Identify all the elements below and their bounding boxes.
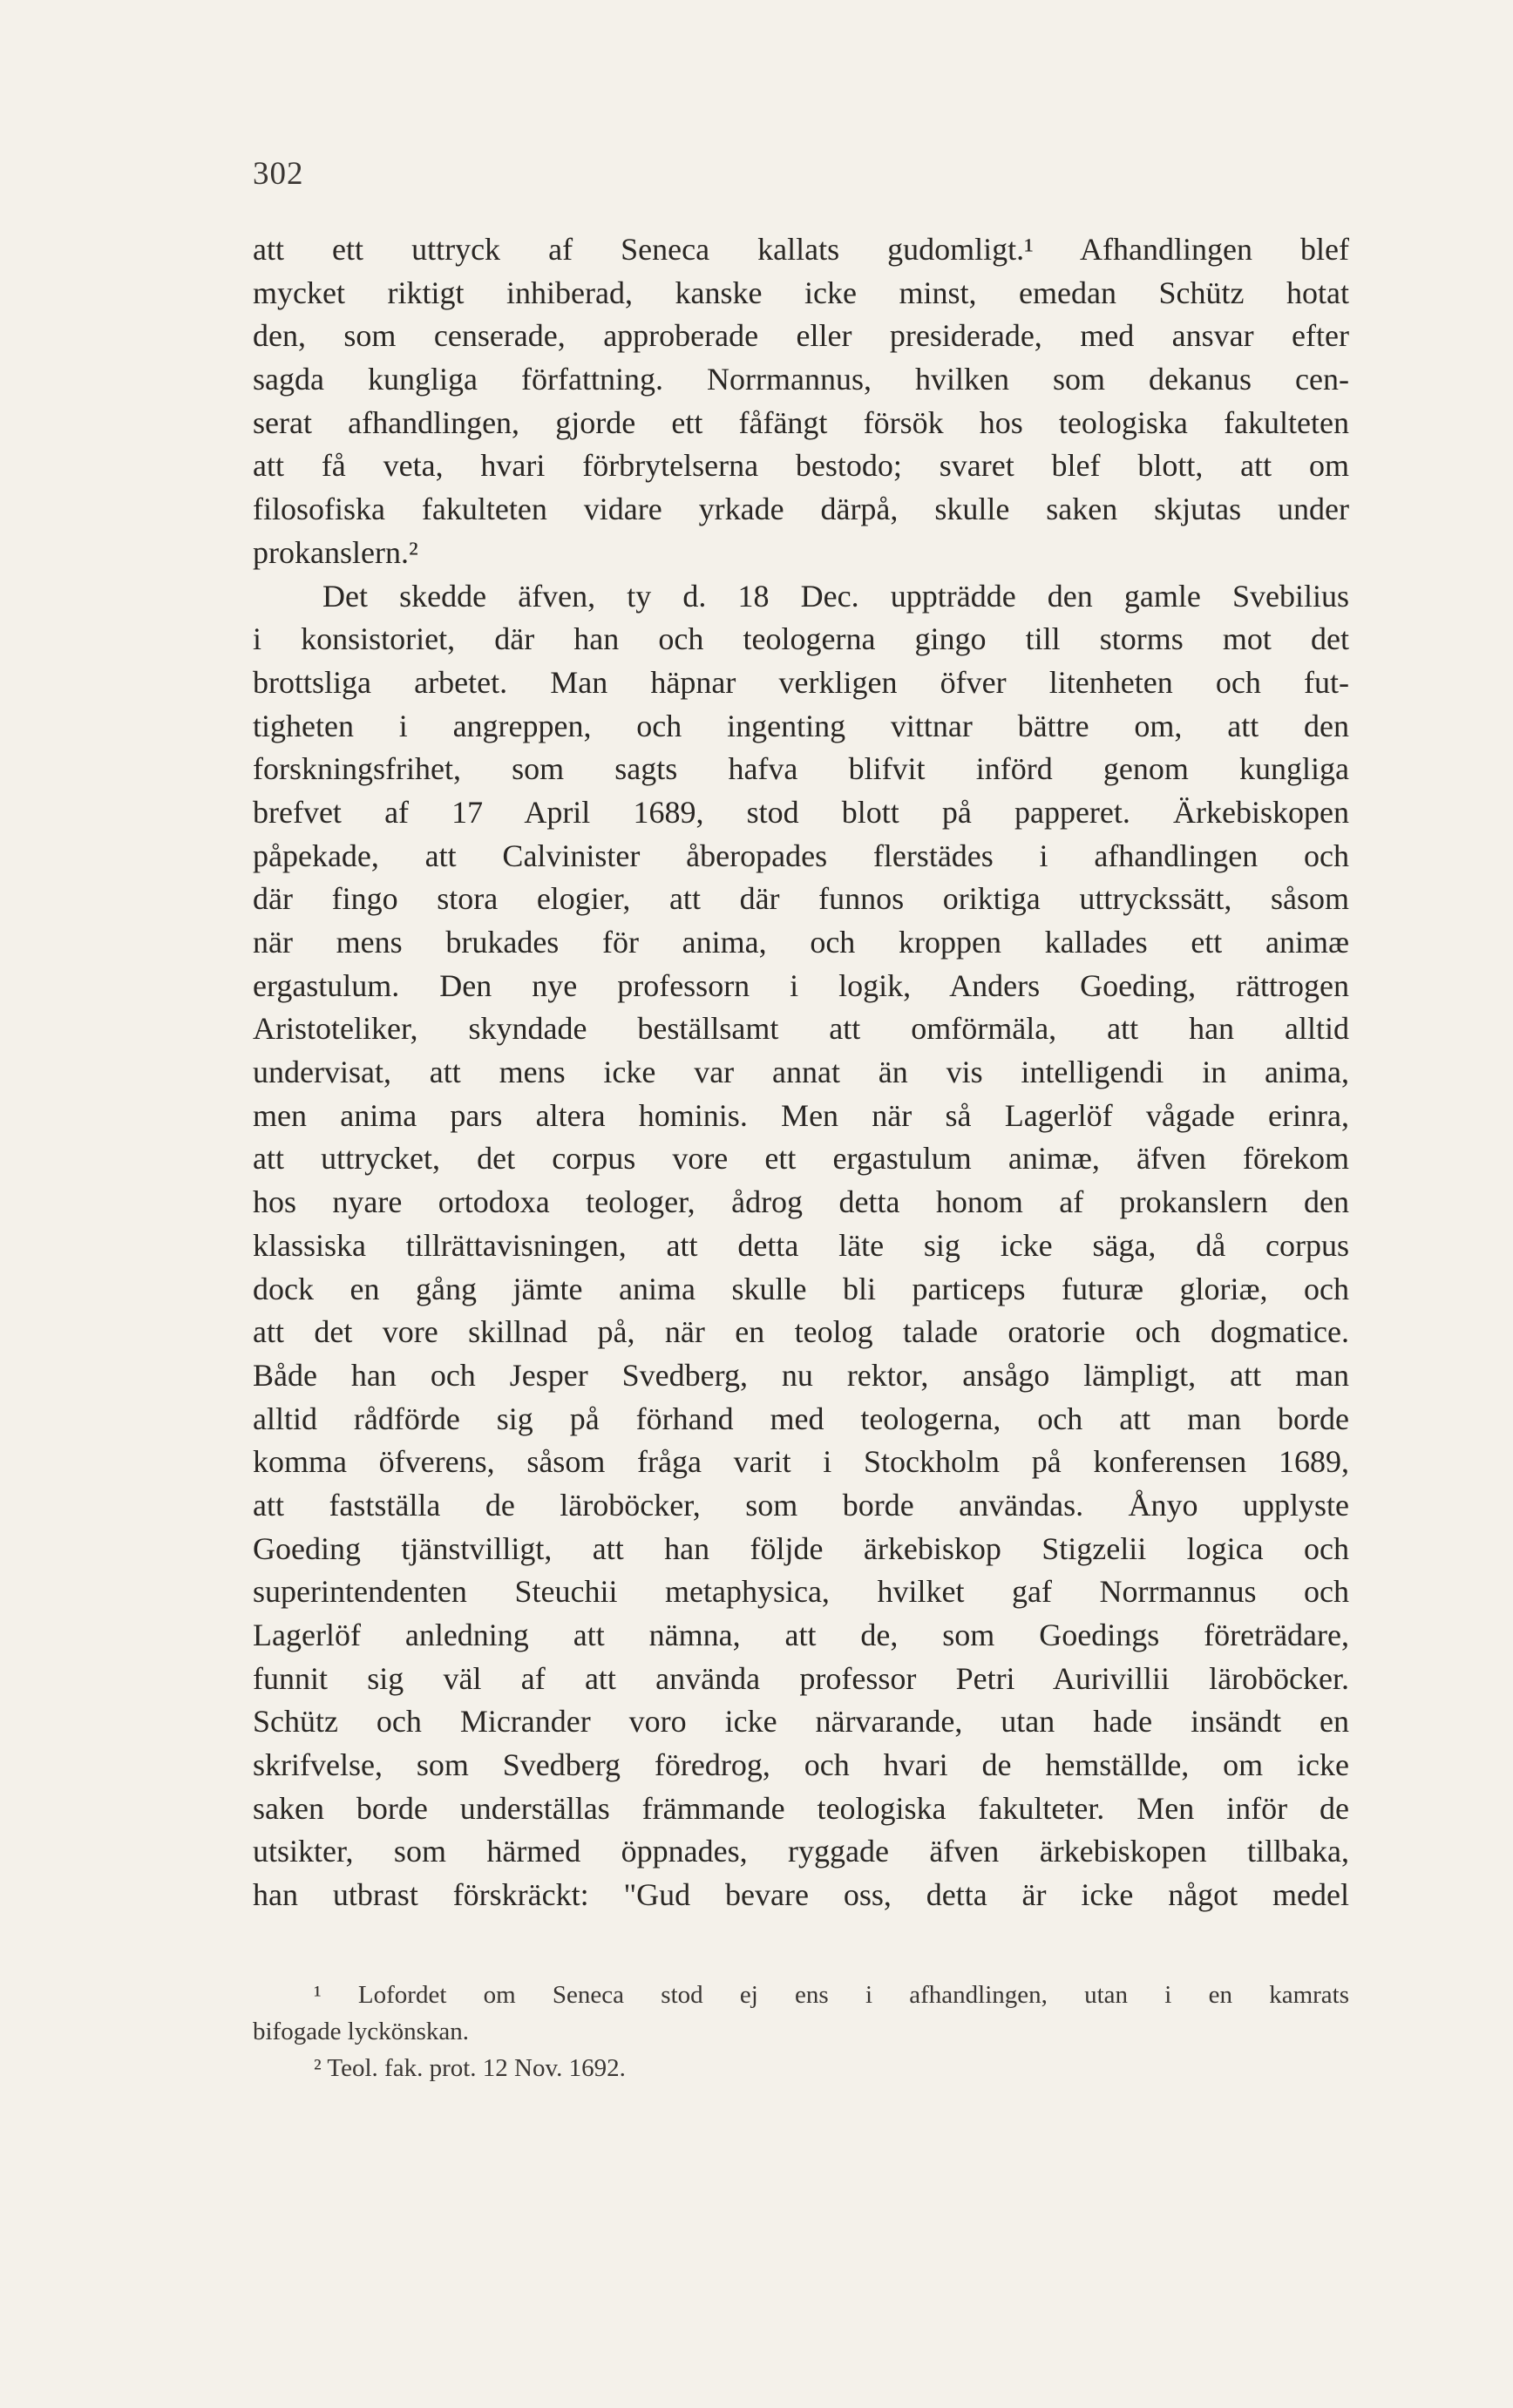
paragraph bbox=[253, 575, 1349, 1917]
text-line: påpekade, att Calvinister åberopades flerstädes i afhandlingen och bbox=[253, 838, 1349, 873]
text-line: tigheten i angreppen, och ingenting vittnar bättre om, att den bbox=[253, 708, 1349, 743]
text-line: brottsliga arbetet. Man häpnar verkligen öfver litenheten och fut- bbox=[253, 664, 1349, 700]
text-line: prokanslern.² bbox=[253, 534, 418, 570]
text-line: att få veta, hvari förbrytelserna bestodo; svaret blef blott, att om bbox=[253, 448, 1349, 484]
text-line: Aristoteliker, skyndade beställsamt att omförmäla, att han alltid bbox=[253, 1011, 1349, 1047]
text-line: forskningsfrihet, som sagts hafva blifvit införd genom kungliga bbox=[253, 751, 1349, 787]
page-number: 302 bbox=[253, 156, 304, 192]
text-line: filosofiska fakulteten vidare yrkade därpå, skulle saken skjutas under bbox=[253, 492, 1349, 527]
text-line: att ett uttryck af Seneca kallats gudomligt.¹ Afhandlingen blef bbox=[253, 232, 1349, 267]
text-line: i konsistoriet, där han och teologerna gingo till storms mot det bbox=[253, 621, 1349, 657]
text-line: dock en gång jämte anima skulle bli particeps futuræ gloriæ, och bbox=[253, 1271, 1349, 1306]
text-line: saken borde underställas främmande teologiska fakulteter. Men inför de bbox=[253, 1790, 1349, 1826]
text-line: att uttrycket, det corpus vore ett ergastulum animæ, äfven förekom bbox=[253, 1141, 1349, 1177]
footnote-line: bifogade lyckönskan. bbox=[253, 2018, 470, 2045]
footnotes bbox=[253, 1977, 1349, 2086]
text-line: alltid rådförde sig på förhand med teologerna, och att man borde bbox=[253, 1401, 1349, 1436]
text-line: serat afhandlingen, gjorde ett fåfängt försök hos teologiska fakulteten bbox=[253, 404, 1349, 440]
text-line: men anima pars altera hominis. Men när så Lagerlöf vågade erinra, bbox=[253, 1097, 1349, 1133]
footnote-line: ² Teol. fak. prot. 12 Nov. 1692. bbox=[314, 2054, 626, 2082]
text-line: när mens brukades för anima, och kroppen kallades ett animæ bbox=[253, 925, 1349, 960]
text-line: superintendenten Steuchii metaphysica, hvilket gaf Norrmannus och bbox=[253, 1574, 1349, 1610]
text-line: ergastulum. Den nye professorn i logik, Anders Goeding, rättrogen bbox=[253, 967, 1349, 1003]
footnote-line: ¹ Lofordet om Seneca stod ej ens i afhandlingen, utan i en kamrats bbox=[314, 1981, 1349, 2009]
text-line: brefvet af 17 April 1689, stod blott på papperet. Ärkebiskopen bbox=[253, 794, 1349, 830]
text-line: skrifvelse, som Svedberg föredrog, och hvari de hemställde, om icke bbox=[253, 1747, 1349, 1783]
text-line: Schütz och Micrander voro icke närvarande, utan hade insändt en bbox=[253, 1704, 1349, 1740]
text-line: Både han och Jesper Svedberg, nu rektor, ansågo lämpligt, att man bbox=[253, 1357, 1349, 1393]
text-line: sagda kungliga författning. Norrmannus, hvilken som dekanus cen- bbox=[253, 362, 1349, 397]
text-line: där fingo stora elogier, att där funnos oriktiga uttryckssätt, såsom bbox=[253, 881, 1349, 917]
text-line: hos nyare ortodoxa teologer, ådrog detta honom af prokanslern den bbox=[253, 1184, 1349, 1220]
text-line: Lagerlöf anledning att nämna, att de, som Goedings företrädare, bbox=[253, 1618, 1349, 1652]
text-line: den, som censerade, approberade eller presiderade, med ansvar efter bbox=[253, 318, 1349, 354]
text-line: Det skedde äfven, ty d. 18 Dec. uppträdde den gamle Svebilius bbox=[322, 578, 1349, 614]
paragraph bbox=[253, 228, 1349, 575]
text-line: klassiska tillrättavisningen, att detta läte sig icke säga, då corpus bbox=[253, 1227, 1349, 1263]
text-line: Goeding tjänstvilligt, att han följde ärkebiskop Stigzelii logica och bbox=[253, 1530, 1349, 1566]
text-line: att det vore skillnad på, när en teolog talade oratorie och dogmatice. bbox=[253, 1314, 1349, 1350]
text-line: undervisat, att mens icke var annat än vis intelligendi in anima, bbox=[253, 1055, 1349, 1090]
text-line: att fastställa de läroböcker, som borde användas. Ånyo upplyste bbox=[253, 1487, 1349, 1523]
text-line: komma öfverens, såsom fråga varit i Stockholm på konferensen 1689, bbox=[253, 1444, 1349, 1480]
text-line: utsikter, som härmed öppnades, ryggade äfven ärkebiskopen tillbaka, bbox=[253, 1834, 1349, 1869]
text-line: han utbrast förskräckt: "Gud bevare oss, detta är icke något medel bbox=[253, 1877, 1349, 1913]
text-line: mycket riktigt inhiberad, kanske icke minst, emedan Schütz hotat bbox=[253, 275, 1349, 310]
body-text bbox=[253, 228, 1349, 1917]
text-line: funnit sig väl af att använda professor Petri Aurivillii läroböcker. bbox=[253, 1660, 1349, 1696]
footnote bbox=[253, 2050, 1349, 2086]
footnote bbox=[253, 1977, 1349, 2050]
